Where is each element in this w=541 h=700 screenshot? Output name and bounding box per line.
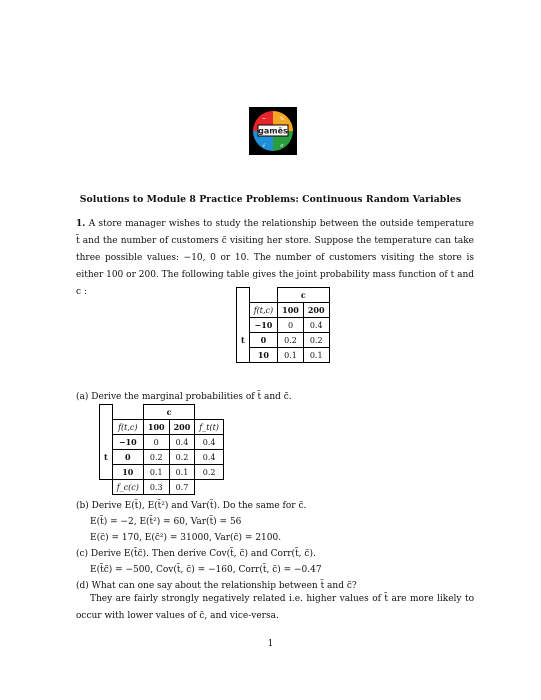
row-label: 10 — [249, 348, 277, 363]
table-cell: 0.4 — [195, 435, 224, 450]
table-cell: 0.7 — [169, 480, 195, 495]
col-header: 200 — [303, 303, 329, 318]
table-cell: 0.4 — [303, 318, 329, 333]
svg-text:%: % — [279, 116, 285, 122]
question-text: A store manager wishes to study the relationship between the outside temperature t̃ and the number of customers c̃ visiting her store. Suppose the temperature can take three possible values: −10, 0 or 10. The number of customers visiting the store is either 100 or 200. The following table gives the joint probability mass function of t and c : — [76, 219, 474, 297]
table-cell: 0.2 — [278, 333, 304, 348]
part-b: (b) Derive E(t̃), E(t̃²) and Var(t̃). Do the same for c̃. — [76, 501, 307, 511]
col-var-label: c — [278, 288, 329, 303]
joint-pmf-table — [236, 287, 330, 363]
table-cell: 0.2 — [303, 333, 329, 348]
part-d-answer: They are fairly strongly negatively related i.e. higher values of t̃ are more likely to occur with lower values of c̃, and vice-versa. — [76, 594, 474, 621]
row-label: −10 — [112, 435, 143, 450]
row-var-label: t — [100, 450, 113, 465]
table-cell: 0.1 — [278, 348, 304, 363]
row-label: f_c(c) — [112, 480, 143, 495]
part-c-answer: E(t̃c̃) = −500, Cov(t̃, c̃) = −160, Corr(t̃, c̃) = −0.47 — [90, 565, 322, 575]
table-cell: 0.2 — [169, 450, 195, 465]
corner-label: f(t,c) — [249, 303, 277, 318]
table-cell: 0.4 — [169, 435, 195, 450]
col-header: 100 — [278, 303, 304, 318]
table-cell: 0.1 — [143, 465, 169, 480]
question-number: 1. — [76, 219, 86, 229]
col-header: 200 — [169, 420, 195, 435]
table-cell: 0.3 — [143, 480, 169, 495]
part-c: (c) Derive E(t̃c̃). Then derive Cov(t̃, c̃) and Corr(t̃, c̃). — [76, 549, 316, 559]
games-logo — [249, 107, 297, 155]
table-cell: 0.1 — [303, 348, 329, 363]
part-d: (d) What can one say about the relationship between t̃ and c̃? — [76, 581, 357, 591]
svg-text:σ: σ — [280, 143, 284, 149]
table-cell: 0.2 — [195, 465, 224, 480]
row-label: 0 — [112, 450, 143, 465]
col-var-label: c — [143, 405, 194, 420]
row-label: 10 — [112, 465, 143, 480]
row-label: 0 — [249, 333, 277, 348]
row-var-label: t — [237, 333, 250, 348]
part-b-answer-1: E(t̃) = −2, E(t̃²) = 60, Var(t̃) = 56 — [90, 517, 242, 527]
table-cell: 0 — [143, 435, 169, 450]
svg-text:~: ~ — [261, 116, 267, 122]
table-cell: 0.4 — [195, 450, 224, 465]
svg-text:√: √ — [262, 143, 266, 149]
part-a: (a) Derive the marginal probabilities of t̃ and c̃. — [76, 392, 292, 402]
table-cell: 0 — [278, 318, 304, 333]
page-number: 1 — [267, 639, 274, 649]
col-header: 100 — [143, 420, 169, 435]
table-cell: 0.1 — [169, 465, 195, 480]
svg-text:gamēs: gamēs — [258, 126, 288, 136]
page-title: Solutions to Module 8 Practice Problems: Continuous Random Variables — [79, 194, 462, 205]
table-cell: 0.2 — [143, 450, 169, 465]
col-header: f_t(t) — [195, 420, 224, 435]
part-b-answer-2: E(c̃) = 170, E(c̃²) = 31000, Var(c̃) = 2100. — [90, 533, 282, 543]
marginal-table — [99, 404, 224, 495]
corner-label: f(t,c) — [112, 420, 143, 435]
row-label: −10 — [249, 318, 277, 333]
